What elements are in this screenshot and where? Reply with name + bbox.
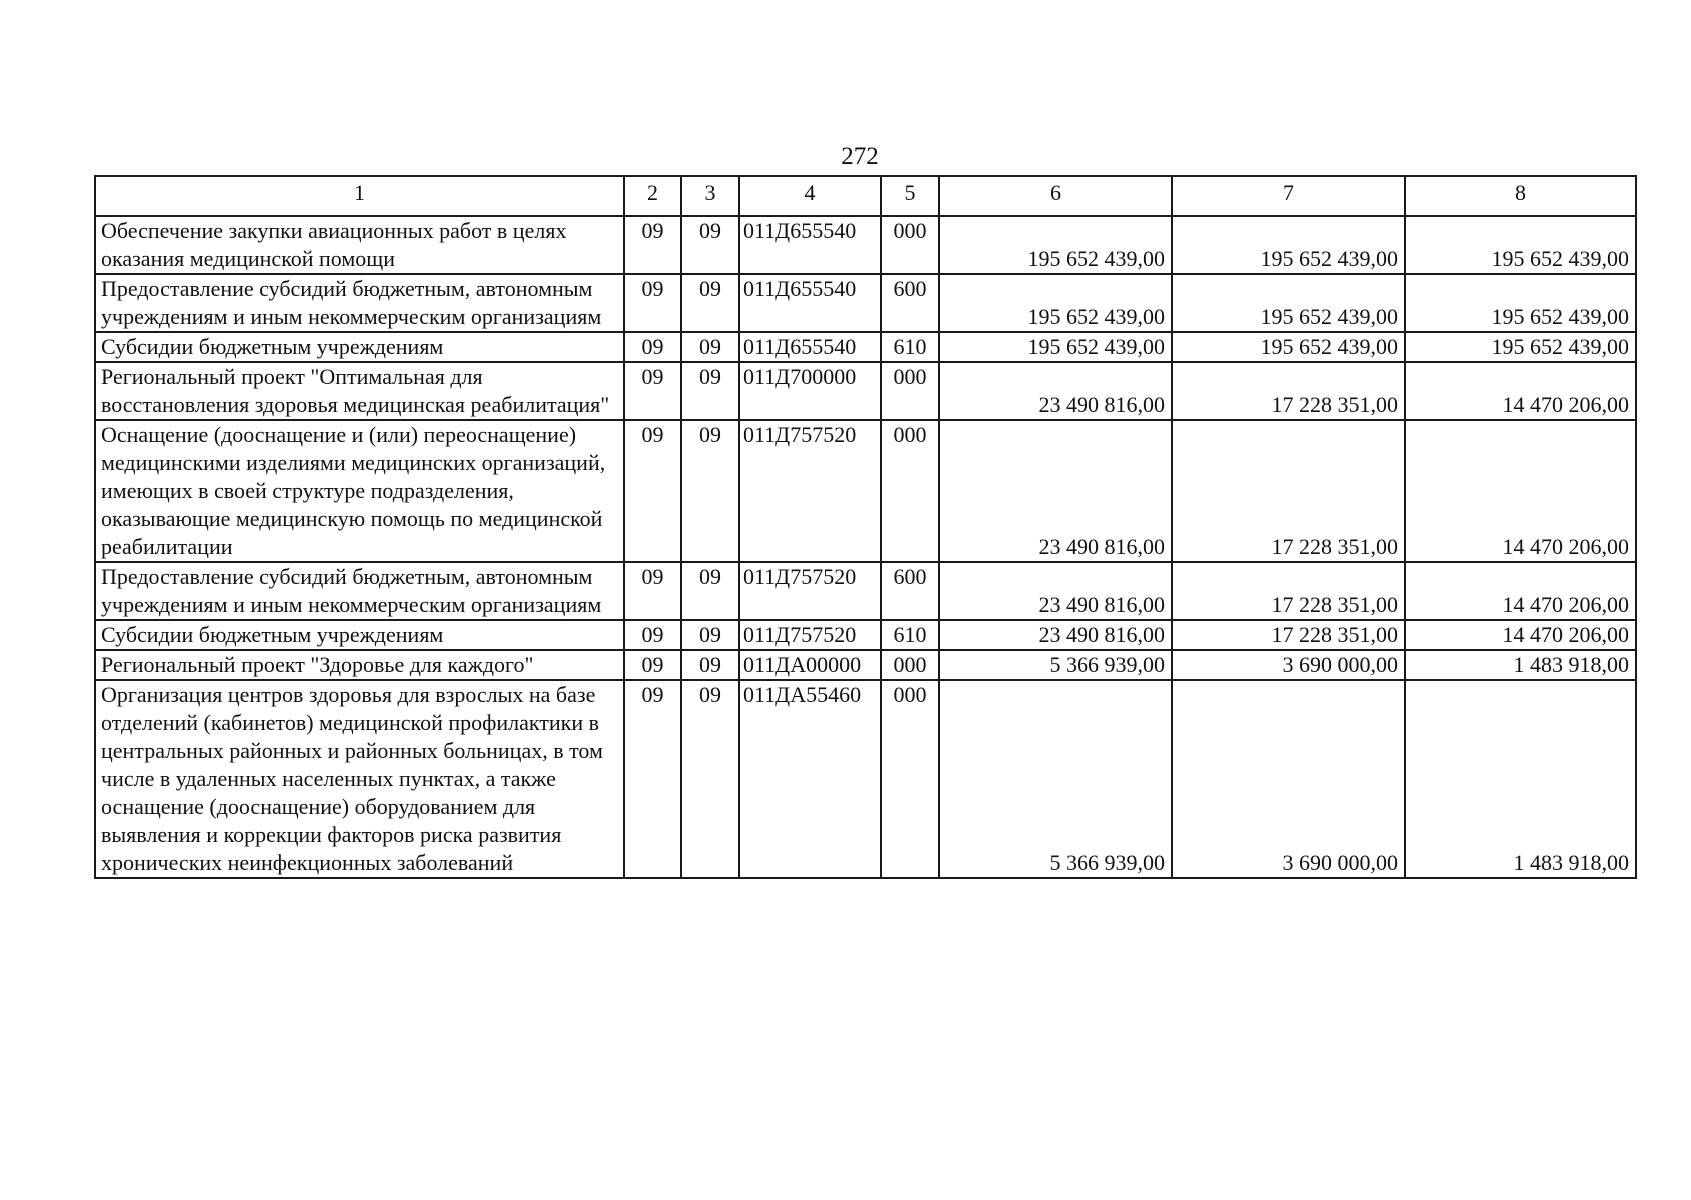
- row-section: 09: [624, 274, 681, 332]
- row-target-article: 011Д655540: [739, 216, 881, 274]
- row-name: Обеспечение закупки авиационных работ в целях оказания медицинской помощи: [95, 216, 624, 274]
- row-amount-year2: 195 652 439,00: [1172, 216, 1405, 274]
- row-subsection: 09: [681, 680, 739, 878]
- row-subsection: 09: [681, 216, 739, 274]
- row-section: 09: [624, 420, 681, 562]
- row-amount-year3: 195 652 439,00: [1405, 216, 1636, 274]
- row-subsection: 09: [681, 650, 739, 680]
- row-amount-year3: 1 483 918,00: [1405, 650, 1636, 680]
- row-amount-year3: 1 483 918,00: [1405, 680, 1636, 878]
- row-amount-year2: 17 228 351,00: [1172, 420, 1405, 562]
- row-amount-year1: 23 490 816,00: [939, 362, 1172, 420]
- row-amount-year1: 195 652 439,00: [939, 216, 1172, 274]
- header-cell-1: 1: [95, 176, 624, 216]
- row-amount-year3: 14 470 206,00: [1405, 620, 1636, 650]
- row-expense-type: 600: [881, 274, 939, 332]
- row-section: 09: [624, 650, 681, 680]
- row-section: 09: [624, 362, 681, 420]
- row-section: 09: [624, 620, 681, 650]
- row-subsection: 09: [681, 332, 739, 362]
- row-name: Предоставление субсидий бюджетным, автономным учреждениям и иным некоммерческим организациям: [95, 562, 624, 620]
- header-cell-3: 3: [681, 176, 739, 216]
- row-amount-year3: 195 652 439,00: [1405, 274, 1636, 332]
- row-amount-year1: 195 652 439,00: [939, 274, 1172, 332]
- row-amount-year2: 195 652 439,00: [1172, 332, 1405, 362]
- row-amount-year2: 3 690 000,00: [1172, 680, 1405, 878]
- row-expense-type: 000: [881, 362, 939, 420]
- page-number: 272: [841, 143, 879, 170]
- row-expense-type: 000: [881, 680, 939, 878]
- row-amount-year1: 195 652 439,00: [939, 332, 1172, 362]
- table-row: [95, 362, 1636, 420]
- row-subsection: 09: [681, 420, 739, 562]
- header-cell-2: 2: [624, 176, 681, 216]
- header-cell-4: 4: [739, 176, 881, 216]
- row-target-article: 011Д757520: [739, 620, 881, 650]
- row-expense-type: 000: [881, 216, 939, 274]
- row-section: 09: [624, 216, 681, 274]
- row-subsection: 09: [681, 274, 739, 332]
- row-target-article: 011Д655540: [739, 332, 881, 362]
- row-amount-year1: 23 490 816,00: [939, 562, 1172, 620]
- row-expense-type: 000: [881, 650, 939, 680]
- row-amount-year2: 195 652 439,00: [1172, 274, 1405, 332]
- row-amount-year1: 5 366 939,00: [939, 650, 1172, 680]
- header-cell-7: 7: [1172, 176, 1405, 216]
- row-name: Региональный проект "Оптимальная для восстановления здоровья медицинская реабилитация": [95, 362, 624, 420]
- row-expense-type: 610: [881, 620, 939, 650]
- header-cell-8: 8: [1405, 176, 1636, 216]
- row-name: Субсидии бюджетным учреждениям: [95, 332, 624, 362]
- row-amount-year2: 17 228 351,00: [1172, 362, 1405, 420]
- row-target-article: 011ДА00000: [739, 650, 881, 680]
- row-section: 09: [624, 332, 681, 362]
- row-expense-type: 600: [881, 562, 939, 620]
- row-expense-type: 610: [881, 332, 939, 362]
- row-subsection: 09: [681, 620, 739, 650]
- row-section: 09: [624, 562, 681, 620]
- budget-table: [94, 175, 1637, 879]
- table-row: [95, 650, 1636, 680]
- row-name: Региональный проект "Здоровье для каждого": [95, 650, 624, 680]
- row-section: 09: [624, 680, 681, 878]
- row-name: Оснащение (дооснащение и (или) переоснащение) медицинскими изделиями медицинских организаций, имеющих в своей структуре подразделения, оказывающие медицинскую помощь по медицинской реабилитации: [95, 420, 624, 562]
- table-row: [95, 216, 1636, 274]
- row-subsection: 09: [681, 362, 739, 420]
- row-amount-year3: 195 652 439,00: [1405, 332, 1636, 362]
- row-amount-year3: 14 470 206,00: [1405, 362, 1636, 420]
- row-target-article: 011Д757520: [739, 562, 881, 620]
- row-target-article: 011Д700000: [739, 362, 881, 420]
- table-row: [95, 420, 1636, 562]
- table-row: [95, 680, 1636, 878]
- row-target-article: 011ДА55460: [739, 680, 881, 878]
- row-amount-year2: 3 690 000,00: [1172, 650, 1405, 680]
- row-expense-type: 000: [881, 420, 939, 562]
- row-name: Субсидии бюджетным учреждениям: [95, 620, 624, 650]
- row-amount-year1: 23 490 816,00: [939, 420, 1172, 562]
- row-amount-year2: 17 228 351,00: [1172, 562, 1405, 620]
- row-target-article: 011Д655540: [739, 274, 881, 332]
- header-cell-5: 5: [881, 176, 939, 216]
- row-subsection: 09: [681, 562, 739, 620]
- row-amount-year3: 14 470 206,00: [1405, 562, 1636, 620]
- row-amount-year3: 14 470 206,00: [1405, 420, 1636, 562]
- row-amount-year1: 5 366 939,00: [939, 680, 1172, 878]
- table-row: [95, 274, 1636, 332]
- row-target-article: 011Д757520: [739, 420, 881, 562]
- table-row: [95, 562, 1636, 620]
- header-cell-6: 6: [939, 176, 1172, 216]
- row-name: Организация центров здоровья для взрослых на базе отделений (кабинетов) медицинской профилактики в центральных районных и районных больницах, в том числе в удаленных населенных пунктах, а также оснащение (дооснащение) оборудованием для выявления и коррекции факторов риска развития хронических неинфекционных заболеваний: [95, 680, 624, 878]
- table-row: [95, 332, 1636, 362]
- table-row: [95, 620, 1636, 650]
- header-row: [95, 176, 1636, 216]
- row-amount-year2: 17 228 351,00: [1172, 620, 1405, 650]
- row-name: Предоставление субсидий бюджетным, автономным учреждениям и иным некоммерческим организациям: [95, 274, 624, 332]
- row-amount-year1: 23 490 816,00: [939, 620, 1172, 650]
